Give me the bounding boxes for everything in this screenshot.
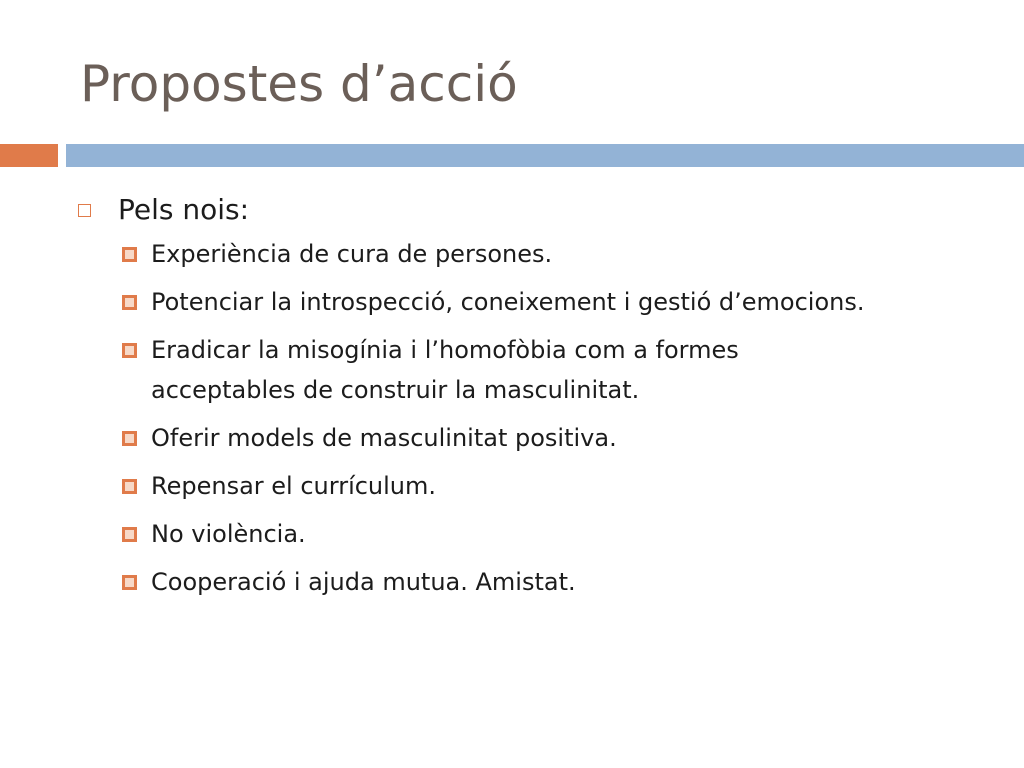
square-bullet-icon	[122, 247, 137, 262]
list-item-text: Potenciar la introspecció, coneixement i gestió d’emocions.	[151, 288, 865, 316]
bullet-heading-item	[78, 190, 978, 230]
list-item-text: Experiència de cura de persones.	[151, 240, 553, 268]
title-rule	[66, 144, 1024, 167]
list-item-text: Cooperació i ajuda mutua. Amistat.	[151, 568, 576, 596]
bullet-list	[78, 234, 978, 602]
list-item	[78, 418, 871, 458]
list-item	[78, 466, 871, 506]
square-bullet-icon	[122, 527, 137, 542]
list-item	[78, 234, 871, 274]
accent-bar	[0, 144, 58, 167]
square-bullet-icon	[122, 295, 137, 310]
list-item-text: Repensar el currículum.	[151, 472, 437, 500]
list-item	[78, 562, 871, 602]
square-bullet-icon	[122, 343, 137, 358]
box-bullet-icon	[78, 204, 91, 217]
square-bullet-icon	[122, 575, 137, 590]
square-bullet-icon	[122, 479, 137, 494]
list-item	[78, 330, 871, 410]
list-item-text: No violència.	[151, 520, 306, 548]
list-item-text: Oferir models de masculinitat positiva.	[151, 424, 617, 452]
list-item	[78, 282, 871, 322]
list-item	[78, 514, 871, 554]
slide-title: Propostes d’acció	[80, 55, 518, 113]
square-bullet-icon	[122, 431, 137, 446]
bullet-heading-text: Pels nois:	[118, 193, 250, 226]
list-item-text: Eradicar la misogínia i l’homofòbia com a formes acceptables de construir la masculinitat.	[151, 336, 739, 404]
slide-body	[78, 190, 978, 610]
